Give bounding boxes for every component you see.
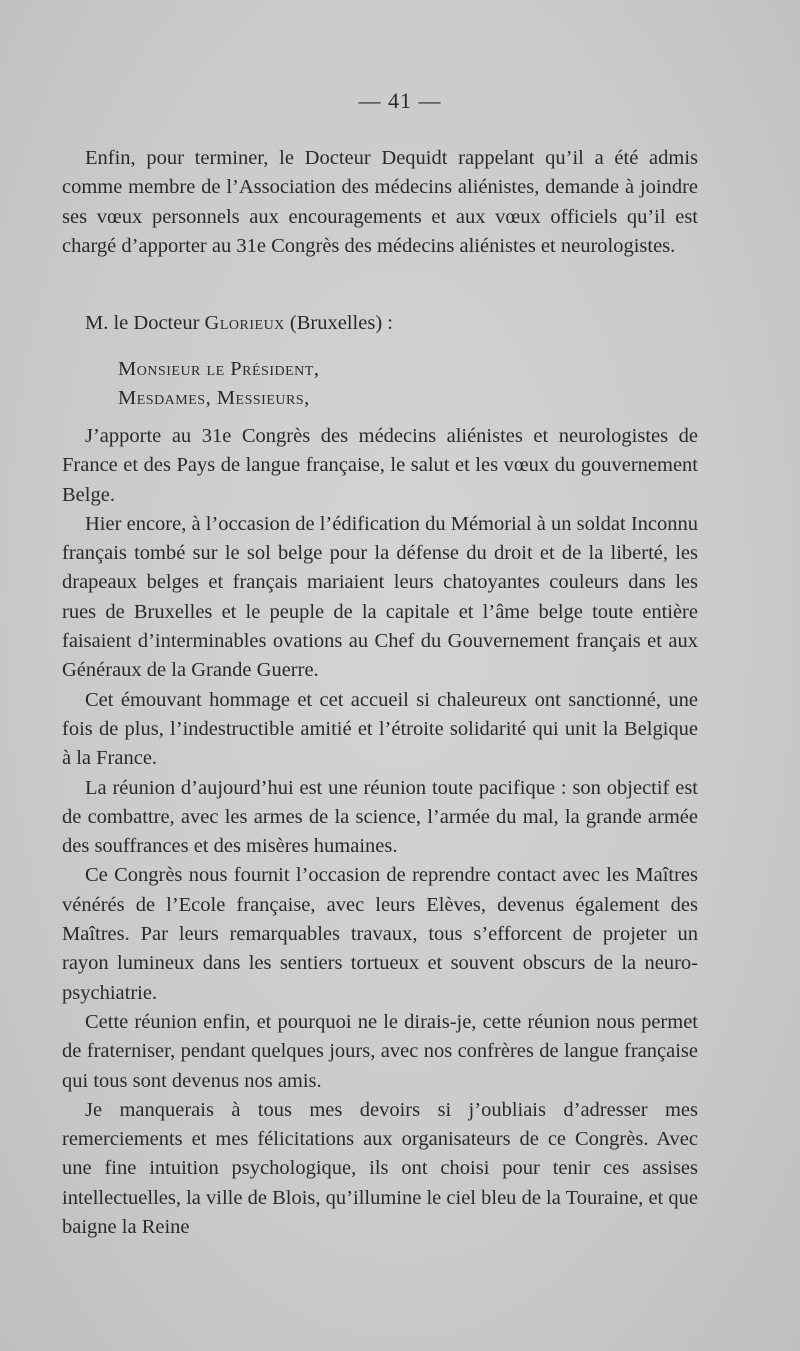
speech-paragraph: Ce Congrès nous fournit l’occasion de reprendre contact avec les Maîtres vénérés de l’Ecole française, avec leurs Elèves, devenus également des Maîtres. Par leurs remarquables travaux, tous s’efforcent de projeter un rayon lumineux dans les sentiers tortueux et souvent obscurs de la neuro-psychiatrie. bbox=[62, 864, 698, 1004]
speaker-line bbox=[62, 309, 698, 338]
intro-section bbox=[62, 144, 698, 261]
salutation-line-2: Mesdames, Messieurs, bbox=[118, 387, 310, 410]
speech-paragraph: Hier encore, à l’occasion de l’édification du Mémorial à un soldat Inconnu français tombé sur le sol belge pour la défense du droit et de la liberté, les drapeaux belges et français mariaient leurs chatoyantes couleurs dans les rues de Bruxelles et le peuple de la capitale et l’âme belge toute entière faisaient d’interminables ovations au Chef du Gouvernement français et aux Généraux de la Grande Guerre. bbox=[62, 512, 698, 682]
salutation-block bbox=[118, 355, 678, 414]
speaker-prefix: M. le Docteur bbox=[85, 312, 200, 334]
speech-body bbox=[62, 422, 698, 1242]
speech-paragraph: J’apporte au 31e Congrès des médecins aliénistes et neurologistes de France et des Pays de langue française, le salut et les vœux du gouvernement Belge. bbox=[62, 425, 698, 506]
intro-paragraph: Enfin, pour terminer, le Docteur Dequidt rappelant qu’il a été admis comme membre de l’Association des médecins aliénistes, demande à joindre ses vœux personnels aux encouragements et aux vœux officiels qu’il est chargé d’apporter au 31e Congrès des médecins aliénistes et neurologistes. bbox=[62, 147, 698, 257]
speech-paragraph: Je manquerais à tous mes devoirs si j’oubliais d’adresser mes remerciements et mes félicitations aux organisateurs de ce Congrès. Avec une fine intuition psychologique, ils ont choisi pour tenir ces assises intellectuelles, la ville de Blois, qu’illumine le ciel bleu de la Touraine, et que baigne la Reine bbox=[62, 1098, 698, 1239]
speech-paragraph: Cet émouvant hommage et cet accueil si chaleureux ont sanctionné, une fois de plus, l’indestructible amitié et l’étroite solidarité qui unit la Belgique à la France. bbox=[62, 688, 698, 770]
salutation-line-1: Monsieur le Président, bbox=[118, 358, 320, 380]
speaker-name: Glorieux bbox=[204, 312, 285, 334]
speaker-suffix: (Bruxelles) : bbox=[289, 312, 393, 334]
page-number: — 41 — bbox=[358, 88, 442, 113]
speaker-attribution bbox=[62, 309, 698, 338]
speech-paragraph: Cette réunion enfin, et pourquoi ne le dirais-je, cette réunion nous permet de fraterniser, pendant quelques jours, avec nos confrères de langue française qui tous sont devenus nos amis. bbox=[62, 1010, 698, 1092]
speech-paragraph: La réunion d’aujourd’hui est une réunion toute pacifique : son objectif est de combattre, avec les armes de la science, l’armée du mal, la grande armée des souffrances et des misères humaines. bbox=[62, 776, 698, 858]
